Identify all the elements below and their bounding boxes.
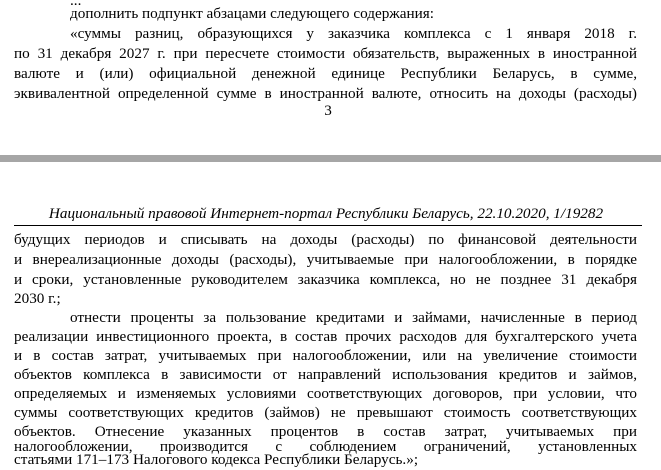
paragraph-line: определяемых и изменяемых условиями соответствующих договоров, при условии, что xyxy=(14,385,637,402)
paragraph-line: «суммы разниц, образующихся у заказчика комплекса с 1 января 2018 г. xyxy=(70,25,637,42)
paragraph-last-line: статьями 171–173 Налогового кодекса Республики Беларусь.»; xyxy=(14,451,419,468)
paragraph-line: 2030 г.; xyxy=(14,290,61,307)
paragraph-line: по 31 декабря 2027 г. при пересчете стоимости обязательств, выраженных в иностранной xyxy=(14,45,637,62)
header-rule xyxy=(14,225,642,226)
paragraph-first-line: отнести проценты за пользование кредитами и займами, начисленные в период xyxy=(70,309,637,326)
paragraph-line: будущих периодов и списывать на доходы (расходы) по финансовой деятельности xyxy=(14,231,637,248)
paragraph-line: объектов комплекса в зависимости от направлений использования кредитов и займов, xyxy=(14,366,637,383)
paragraph-line: и внереализационные доходы (расходы), учитываемые при налогообложении, в порядке xyxy=(14,251,637,268)
previous-page-fragment xyxy=(0,0,661,119)
paragraph-line: реализации инвестиционного проекта, в состав прочих расходов для бухгалтерского учета xyxy=(14,328,637,345)
paragraph-line: валюте и (или) официальной денежной единице Республики Беларусь, в сумме, xyxy=(14,65,637,82)
paragraph-line: и в состав затрат, учитываемых при налогообложении, или на увеличение стоимости xyxy=(14,347,637,364)
paragraph-line: налогообложении, производится с соблюдением ограничений, установленных xyxy=(14,438,637,455)
page-separator xyxy=(0,155,661,162)
paragraph-line: объектов. Отнесение указанных процентов в состав затрат, учитываемых при xyxy=(14,423,637,440)
paragraph-intro-line: дополнить подпункт абзацами следующего содержания: xyxy=(70,5,434,22)
paragraph-line: эквивалентной определенной сумме в иностранной валюте, относить на доходы (расходы) xyxy=(14,85,637,102)
paragraph-line: и сроки, установленные руководителем заказчика комплекса, но не позднее 31 декабря xyxy=(14,271,637,288)
page-number: 3 xyxy=(324,102,332,119)
paragraph-line: суммы соответствующих кредитов (займов) не превышают стоимость соответствующих xyxy=(14,404,637,421)
portal-header-title: Национальный правовой Интернет-портал Республики Беларусь, 22.10.2020, 1/19282 xyxy=(48,205,604,222)
